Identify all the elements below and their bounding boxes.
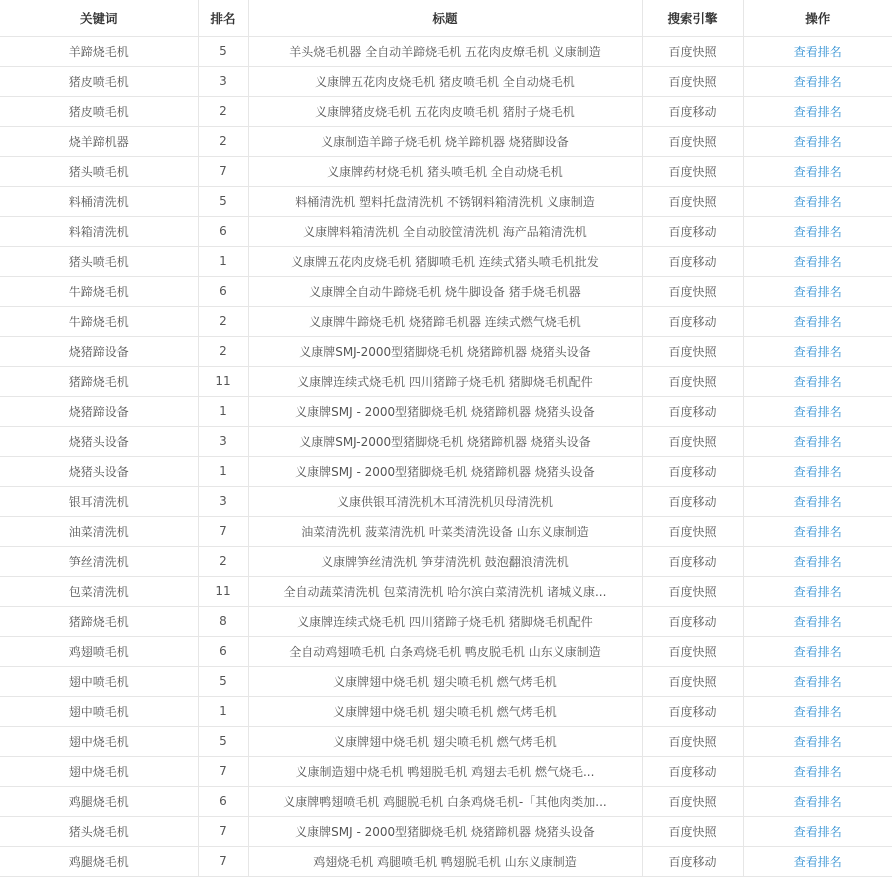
table-row <box>0 786 892 816</box>
engine-cell: 百度移动 <box>642 246 743 276</box>
keyword-cell: 烧猪蹄设备 <box>0 336 198 366</box>
action-cell <box>743 846 892 876</box>
table-row <box>0 216 892 246</box>
table-row <box>0 456 892 486</box>
view-ranking-link[interactable]: 查看排名 <box>793 494 842 509</box>
rank-cell: 5 <box>198 726 248 756</box>
table-row <box>0 696 892 726</box>
view-ranking-link[interactable]: 查看排名 <box>793 764 842 779</box>
action-cell <box>743 186 892 216</box>
engine-cell: 百度移动 <box>642 546 743 576</box>
title-cell: 鸡翅烧毛机 鸡腿喷毛机 鸭翅脱毛机 山东义康制造 <box>248 846 642 876</box>
table-row <box>0 246 892 276</box>
keyword-cell: 牛蹄烧毛机 <box>0 306 198 336</box>
rank-cell: 6 <box>198 276 248 306</box>
engine-cell: 百度快照 <box>642 276 743 306</box>
action-cell <box>743 786 892 816</box>
view-ranking-link[interactable]: 查看排名 <box>793 404 842 419</box>
rank-cell: 5 <box>198 186 248 216</box>
keyword-cell: 鸡腿烧毛机 <box>0 786 198 816</box>
action-cell <box>743 726 892 756</box>
engine-cell: 百度快照 <box>642 66 743 96</box>
engine-cell: 百度移动 <box>642 216 743 246</box>
action-cell <box>743 426 892 456</box>
rank-cell: 7 <box>198 816 248 846</box>
rank-cell: 7 <box>198 756 248 786</box>
title-cell: 义康牌SMJ-2000型猪脚烧毛机 烧猪蹄机器 烧猪头设备 <box>248 336 642 366</box>
table-header <box>0 0 892 36</box>
table-row <box>0 336 892 366</box>
action-cell <box>743 366 892 396</box>
title-cell: 义康牌药材烧毛机 猪头喷毛机 全自动烧毛机 <box>248 156 642 186</box>
view-ranking-link[interactable]: 查看排名 <box>793 464 842 479</box>
view-ranking-link[interactable]: 查看排名 <box>793 74 842 89</box>
table-row <box>0 756 892 786</box>
table-row <box>0 846 892 876</box>
rank-cell: 2 <box>198 336 248 366</box>
view-ranking-link[interactable]: 查看排名 <box>793 134 842 149</box>
header-row <box>0 0 892 36</box>
title-cell: 义康牌SMJ - 2000型猪脚烧毛机 烧猪蹄机器 烧猪头设备 <box>248 816 642 846</box>
keyword-cell: 猪头喷毛机 <box>0 156 198 186</box>
rank-cell: 1 <box>198 456 248 486</box>
title-cell: 义康牌SMJ-2000型猪脚烧毛机 烧猪蹄机器 烧猪头设备 <box>248 426 642 456</box>
title-cell: 义康牌连续式烧毛机 四川猪蹄子烧毛机 猪脚烧毛机配件 <box>248 606 642 636</box>
engine-cell: 百度移动 <box>642 456 743 486</box>
keyword-cell: 烧猪头设备 <box>0 426 198 456</box>
title-cell: 羊头烧毛机器 全自动羊蹄烧毛机 五花肉皮燎毛机 义康制造 <box>248 36 642 66</box>
rank-cell: 2 <box>198 546 248 576</box>
action-cell <box>743 276 892 306</box>
table-row <box>0 726 892 756</box>
engine-cell: 百度快照 <box>642 666 743 696</box>
engine-cell: 百度快照 <box>642 426 743 456</box>
action-cell <box>743 606 892 636</box>
title-cell: 义康牌全自动牛蹄烧毛机 烧牛脚设备 猪手烧毛机器 <box>248 276 642 306</box>
rank-cell: 3 <box>198 426 248 456</box>
table-row <box>0 36 892 66</box>
view-ranking-link[interactable]: 查看排名 <box>793 44 842 59</box>
action-cell <box>743 156 892 186</box>
view-ranking-link[interactable]: 查看排名 <box>793 374 842 389</box>
keyword-cell: 油菜清洗机 <box>0 516 198 546</box>
title-cell: 义康牌料箱清洗机 全自动胶筐清洗机 海产品箱清洗机 <box>248 216 642 246</box>
action-cell <box>743 246 892 276</box>
rank-cell: 5 <box>198 36 248 66</box>
rank-cell: 6 <box>198 786 248 816</box>
header-rank: 排名 <box>198 0 248 36</box>
rank-cell: 2 <box>198 306 248 336</box>
rank-cell: 1 <box>198 246 248 276</box>
rank-cell: 2 <box>198 96 248 126</box>
keyword-cell: 鸡腿烧毛机 <box>0 846 198 876</box>
view-ranking-link[interactable]: 查看排名 <box>793 164 842 179</box>
rank-cell: 11 <box>198 366 248 396</box>
keyword-cell: 猪头喷毛机 <box>0 246 198 276</box>
action-cell <box>743 666 892 696</box>
engine-cell: 百度快照 <box>642 366 743 396</box>
action-cell <box>743 696 892 726</box>
engine-cell: 百度快照 <box>642 36 743 66</box>
title-cell: 义康牌连续式烧毛机 四川猪蹄子烧毛机 猪脚烧毛机配件 <box>248 366 642 396</box>
view-ranking-link[interactable]: 查看排名 <box>793 614 842 629</box>
engine-cell: 百度移动 <box>642 306 743 336</box>
view-ranking-link[interactable]: 查看排名 <box>793 584 842 599</box>
view-ranking-link[interactable]: 查看排名 <box>793 194 842 209</box>
view-ranking-link[interactable]: 查看排名 <box>793 524 842 539</box>
engine-cell: 百度快照 <box>642 786 743 816</box>
keyword-cell: 烧猪蹄设备 <box>0 396 198 426</box>
keyword-cell: 羊蹄烧毛机 <box>0 36 198 66</box>
title-cell: 油菜清洗机 菠菜清洗机 叶菜类清洗设备 山东义康制造 <box>248 516 642 546</box>
rank-cell: 6 <box>198 216 248 246</box>
keyword-cell: 料箱清洗机 <box>0 216 198 246</box>
engine-cell: 百度移动 <box>642 846 743 876</box>
keyword-cell: 翅中烧毛机 <box>0 756 198 786</box>
action-cell <box>743 66 892 96</box>
rank-cell: 5 <box>198 666 248 696</box>
view-ranking-link[interactable]: 查看排名 <box>793 224 842 239</box>
action-cell <box>743 336 892 366</box>
table-row <box>0 546 892 576</box>
keyword-cell: 烧猪头设备 <box>0 456 198 486</box>
rank-cell: 11 <box>198 576 248 606</box>
title-cell: 义康牌翅中烧毛机 翅尖喷毛机 燃气烤毛机 <box>248 726 642 756</box>
view-ranking-link[interactable]: 查看排名 <box>793 284 842 299</box>
keyword-cell: 料桶清洗机 <box>0 186 198 216</box>
rank-cell: 7 <box>198 156 248 186</box>
rank-cell: 3 <box>198 66 248 96</box>
title-cell: 义康牌猪皮烧毛机 五花肉皮喷毛机 猪肘子烧毛机 <box>248 96 642 126</box>
view-ranking-link[interactable]: 查看排名 <box>793 704 842 719</box>
view-ranking-link[interactable]: 查看排名 <box>793 644 842 659</box>
keyword-cell: 猪皮喷毛机 <box>0 66 198 96</box>
view-ranking-link[interactable]: 查看排名 <box>793 824 842 839</box>
title-cell: 义康牌SMJ - 2000型猪脚烧毛机 烧猪蹄机器 烧猪头设备 <box>248 456 642 486</box>
engine-cell: 百度快照 <box>642 726 743 756</box>
action-cell <box>743 216 892 246</box>
action-cell <box>743 516 892 546</box>
title-cell: 义康制造翅中烧毛机 鸭翅脱毛机 鸡翅去毛机 燃气烧毛... <box>248 756 642 786</box>
engine-cell: 百度移动 <box>642 396 743 426</box>
view-ranking-link[interactable]: 查看排名 <box>793 104 842 119</box>
table-row <box>0 96 892 126</box>
table-row <box>0 306 892 336</box>
action-cell <box>743 636 892 666</box>
action-cell <box>743 36 892 66</box>
keyword-cell: 猪蹄烧毛机 <box>0 606 198 636</box>
table-body <box>0 36 892 876</box>
table-row <box>0 426 892 456</box>
keyword-cell: 银耳清洗机 <box>0 486 198 516</box>
rank-cell: 1 <box>198 696 248 726</box>
rank-cell: 1 <box>198 396 248 426</box>
view-ranking-link[interactable]: 查看排名 <box>793 254 842 269</box>
action-cell <box>743 486 892 516</box>
keyword-cell: 包菜清洗机 <box>0 576 198 606</box>
table-row <box>0 636 892 666</box>
rank-cell: 3 <box>198 486 248 516</box>
header-title: 标题 <box>248 0 642 36</box>
table-row <box>0 366 892 396</box>
title-cell: 全自动鸡翅喷毛机 白条鸡烧毛机 鸭皮脱毛机 山东义康制造 <box>248 636 642 666</box>
view-ranking-link[interactable]: 查看排名 <box>793 794 842 809</box>
table-row <box>0 816 892 846</box>
keyword-cell: 翅中喷毛机 <box>0 666 198 696</box>
engine-cell: 百度快照 <box>642 126 743 156</box>
keyword-cell: 笋丝清洗机 <box>0 546 198 576</box>
action-cell <box>743 126 892 156</box>
title-cell: 义康牌鸭翅喷毛机 鸡腿脱毛机 白条鸡烧毛机-「其他肉类加... <box>248 786 642 816</box>
rank-cell: 7 <box>198 846 248 876</box>
engine-cell: 百度快照 <box>642 816 743 846</box>
table-row <box>0 486 892 516</box>
engine-cell: 百度快照 <box>642 576 743 606</box>
view-ranking-link[interactable]: 查看排名 <box>793 674 842 689</box>
engine-cell: 百度移动 <box>642 756 743 786</box>
table-row <box>0 276 892 306</box>
view-ranking-link[interactable]: 查看排名 <box>793 434 842 449</box>
title-cell: 义康制造羊蹄子烧毛机 烧羊蹄机器 烧猪脚设备 <box>248 126 642 156</box>
keyword-cell: 烧羊蹄机器 <box>0 126 198 156</box>
header-engine: 搜索引擎 <box>642 0 743 36</box>
title-cell: 全自动蔬菜清洗机 包菜清洗机 哈尔滨白菜清洗机 诸城义康... <box>248 576 642 606</box>
keyword-cell: 猪蹄烧毛机 <box>0 366 198 396</box>
keyword-cell: 猪皮喷毛机 <box>0 96 198 126</box>
table-row <box>0 666 892 696</box>
engine-cell: 百度移动 <box>642 96 743 126</box>
keyword-cell: 猪头烧毛机 <box>0 816 198 846</box>
title-cell: 料桶清洗机 塑料托盘清洗机 不锈钢料箱清洗机 义康制造 <box>248 186 642 216</box>
action-cell <box>743 96 892 126</box>
table-row <box>0 186 892 216</box>
title-cell: 义康牌五花肉皮烧毛机 猪皮喷毛机 全自动烧毛机 <box>248 66 642 96</box>
title-cell: 义康牌牛蹄烧毛机 烧猪蹄毛机器 连续式燃气烧毛机 <box>248 306 642 336</box>
table-row <box>0 516 892 546</box>
engine-cell: 百度移动 <box>642 486 743 516</box>
title-cell: 义康牌SMJ - 2000型猪脚烧毛机 烧猪蹄机器 烧猪头设备 <box>248 396 642 426</box>
keyword-cell: 牛蹄烧毛机 <box>0 276 198 306</box>
keyword-cell: 翅中烧毛机 <box>0 726 198 756</box>
header-keyword: 关键词 <box>0 0 198 36</box>
title-cell: 义康牌五花肉皮烧毛机 猪脚喷毛机 连续式猪头喷毛机批发 <box>248 246 642 276</box>
table-row <box>0 606 892 636</box>
engine-cell: 百度快照 <box>642 516 743 546</box>
table-row <box>0 156 892 186</box>
title-cell: 义康牌翅中烧毛机 翅尖喷毛机 燃气烤毛机 <box>248 666 642 696</box>
table-row <box>0 126 892 156</box>
table-row <box>0 396 892 426</box>
action-cell <box>743 306 892 336</box>
view-ranking-link[interactable]: 查看排名 <box>793 344 842 359</box>
engine-cell: 百度快照 <box>642 336 743 366</box>
view-ranking-link[interactable]: 查看排名 <box>793 314 842 329</box>
rank-cell: 8 <box>198 606 248 636</box>
rank-cell: 6 <box>198 636 248 666</box>
view-ranking-link[interactable]: 查看排名 <box>793 554 842 569</box>
engine-cell: 百度快照 <box>642 186 743 216</box>
keyword-cell: 翅中喷毛机 <box>0 696 198 726</box>
action-cell <box>743 546 892 576</box>
keyword-cell: 鸡翅喷毛机 <box>0 636 198 666</box>
rank-cell: 2 <box>198 126 248 156</box>
action-cell <box>743 816 892 846</box>
action-cell <box>743 456 892 486</box>
engine-cell: 百度快照 <box>642 636 743 666</box>
title-cell: 义康牌翅中烧毛机 翅尖喷毛机 燃气烤毛机 <box>248 696 642 726</box>
action-cell <box>743 396 892 426</box>
view-ranking-link[interactable]: 查看排名 <box>793 854 842 869</box>
rank-cell: 7 <box>198 516 248 546</box>
action-cell <box>743 576 892 606</box>
view-ranking-link[interactable]: 查看排名 <box>793 734 842 749</box>
title-cell: 义康供银耳清洗机木耳清洗机贝母清洗机 <box>248 486 642 516</box>
engine-cell: 百度移动 <box>642 606 743 636</box>
action-cell <box>743 756 892 786</box>
table-row <box>0 576 892 606</box>
table-row <box>0 66 892 96</box>
title-cell: 义康牌笋丝清洗机 笋芽清洗机 鼓泡翻浪清洗机 <box>248 546 642 576</box>
engine-cell: 百度移动 <box>642 696 743 726</box>
header-action: 操作 <box>743 0 892 36</box>
engine-cell: 百度快照 <box>642 156 743 186</box>
